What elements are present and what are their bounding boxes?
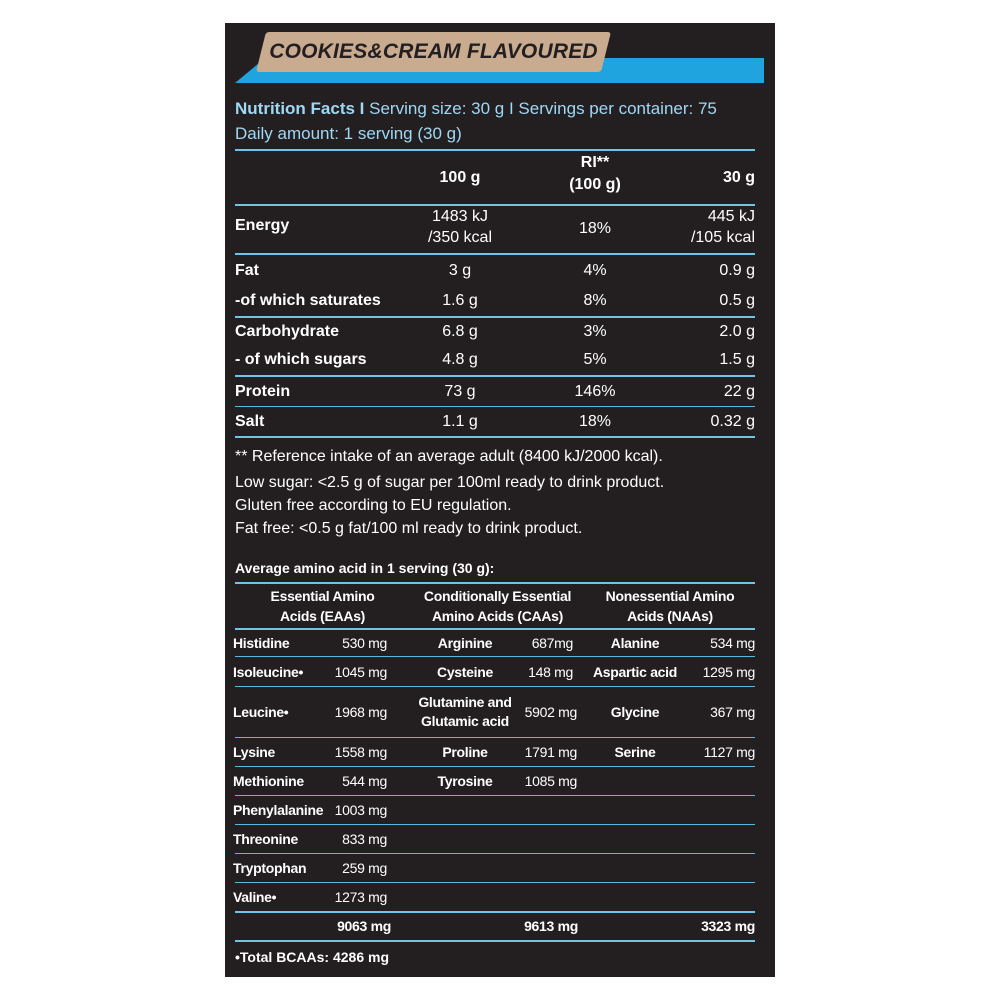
energy-label: Energy [235,217,290,234]
flavour-label: COOKIES&CREAM FLAVOURED [269,40,598,63]
amino-name: Arginine [437,635,493,651]
amino-name: Serine [614,744,656,760]
nutrient-label: - of which sugars [235,351,367,368]
nutrient-ri: 5% [583,351,607,368]
amino-value: 687mg [531,635,573,651]
serving-info: Serving size: 30 g I Servings per container: 75 [364,99,717,118]
energy-ri: 18% [578,220,612,237]
note-fat: Fat free: <0.5 g fat/100 ml ready to drink product. [235,520,583,537]
energy-30g-kj: 445 kJ [707,208,755,225]
amino-value: 534 mg [710,635,755,651]
amino-value: 544 mg [342,773,387,789]
amino-name: Leucine• [233,704,289,720]
amino-name: Aspartic acid [592,664,678,680]
divider [235,766,755,767]
amino-name: Isoleucine• [233,664,304,680]
total-bcaa: •Total BCAAs: 4286 mg [235,949,390,965]
divider [235,316,755,318]
nutrient-ri: 8% [583,292,607,309]
nutrient-30g: 2.0 g [719,323,755,340]
eaa-header [235,588,410,604]
col-ri: RI** [580,154,610,171]
note-gluten: Gluten free according to EU regulation. [235,497,512,514]
naa-header [585,588,755,604]
nutrient-ri: 4% [583,262,607,279]
amino-value: 1273 mg [334,889,387,905]
divider [235,436,755,438]
total-naa: 3323 mg [701,918,755,934]
amino-value: 1791 mg [524,744,577,760]
amino-name-line2: Glutamic acid [421,713,509,729]
nutrient-ri: 18% [578,413,612,430]
energy-100g-kj: 1483 kJ [431,208,489,225]
amino-value: 1003 mg [334,802,387,818]
nutrient-100g: 4.8 g [442,351,478,368]
divider [235,406,755,407]
amino-value: 1127 mg [703,744,755,760]
amino-name: Histidine [233,635,290,651]
daily-amount: Daily amount: 1 serving (30 g) [235,124,462,143]
nutrient-label: Fat [235,262,259,279]
divider [235,686,755,687]
col-ri-sub: (100 g) [569,176,621,193]
divider [235,656,755,657]
nutrient-label: Salt [235,413,265,430]
caa-header [410,588,585,604]
amino-value: 148 mg [528,664,573,680]
amino-value: 1295 mg [702,664,755,680]
amino-name: Phenylalanine [233,802,324,818]
nutrient-100g: 1.1 g [442,413,478,430]
nutrient-30g: 1.5 g [719,351,755,368]
amino-value: 1968 mg [334,704,387,720]
amino-name: Tyrosine [437,773,493,789]
note-ri: ** Reference intake of an average adult (8400 kJ/2000 kcal). [235,448,663,465]
divider [235,149,755,151]
col-30g: 30 g [722,169,755,186]
note-sugar: Low sugar: <2.5 g of sugar per 100ml ready to drink product. [235,474,665,491]
total-caa: 9613 mg [524,918,578,934]
amino-name: Valine• [233,889,277,905]
divider [235,582,755,584]
amino-name: Cysteine [437,664,493,680]
amino-name: Lysine [233,744,276,760]
nutrient-label: -of which saturates [235,292,381,309]
divider [235,940,755,942]
amino-name: Tryptophan [233,860,307,876]
divider [235,882,755,883]
nutrition-title [235,99,717,119]
amino-title: Average amino acid in 1 serving (30 g): [235,560,495,576]
col-100g: 100 g [439,169,481,186]
amino-name: Alanine [610,635,660,651]
nutrition-facts-label: Nutrition Facts I [235,99,365,118]
amino-name: Glycine [610,704,660,720]
eaa-header-line2: Acids (EAAs) [279,608,366,624]
nutrient-30g: 0.32 g [710,413,755,430]
nutrition-panel [225,23,775,977]
nutrient-ri: 3% [583,323,607,340]
divider [235,628,755,630]
divider [235,911,755,913]
nutrient-30g: 0.9 g [719,262,755,279]
amino-value: 1045 mg [334,664,387,680]
flavour-badge [256,32,611,72]
amino-name: Glutamine and [418,694,512,710]
nutrient-100g: 1.6 g [442,292,478,309]
amino-name: Threonine [233,831,298,847]
amino-value: 259 mg [342,860,387,876]
amino-value: 833 mg [342,831,387,847]
divider [235,375,755,377]
amino-value: 5902 mg [524,704,577,720]
divider [235,737,755,738]
energy-100g-kcal: /350 kcal [427,229,493,246]
eaa-header-line1: Essential Amino [270,588,375,604]
eaa-header [235,608,410,624]
amino-value: 530 mg [342,635,387,651]
nutrient-100g: 6.8 g [442,323,478,340]
nutrient-label: Carbohydrate [235,323,340,340]
nutrient-label: Protein [235,383,291,400]
nutrient-ri: 146% [574,383,616,400]
nutrient-30g: 22 g [723,383,755,400]
divider [235,824,755,825]
caa-header-line1: Conditionally Essential [423,588,572,604]
amino-name: Proline [442,744,488,760]
naa-header-line2: Acids (NAAs) [627,608,713,624]
divider [235,253,755,255]
divider [235,204,755,206]
total-eaa: 9063 mg [337,918,391,934]
caa-header-line2: Amino Acids (CAAs) [432,608,563,624]
nutrient-30g: 0.5 g [719,292,755,309]
naa-header [585,608,755,624]
nutrient-100g: 73 g [444,383,476,400]
divider [235,795,755,796]
caa-header [410,608,585,624]
naa-header-line1: Nonessential Amino [605,588,735,604]
amino-name: Methionine [233,773,304,789]
amino-value: 367 mg [710,704,755,720]
amino-value: 1558 mg [334,744,387,760]
amino-value: 1085 mg [524,773,577,789]
nutrient-100g: 3 g [448,262,472,279]
energy-30g-kcal: /105 kcal [690,229,755,246]
divider [235,853,755,854]
